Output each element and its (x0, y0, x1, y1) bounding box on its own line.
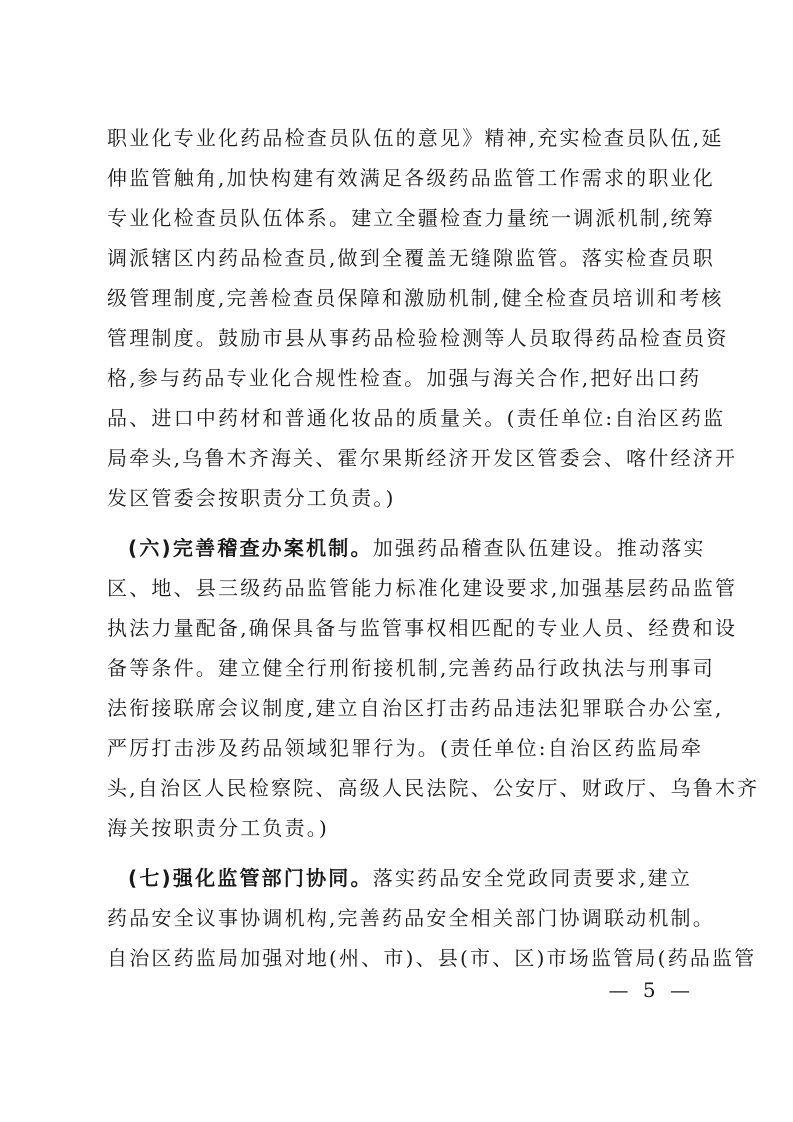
section-6-text: 加强药品稽查队伍建设。推动落实 (372, 536, 706, 560)
text-line: 执法力量配备,确保具备与监管事权相匹配的专业人员、经费和设 (107, 616, 738, 640)
text-line: 管理制度。鼓励市县从事药品检验检测等人员取得药品检查员资 (107, 326, 729, 350)
text-line: 药品安全议事协调机构,完善药品安全相关部门协调联动机制。 (107, 906, 715, 930)
section-7-text: 落实药品安全党政同责要求,建立 (372, 866, 693, 890)
text-line: 海关按职责分工负责。) (107, 816, 330, 840)
text-line: 自治区药监局加强对地(州、市)、县(市、区)市场监管局(药品监管 (107, 946, 757, 970)
section-6-heading: (六)完善稽查办案机制。 (128, 536, 373, 560)
text-line: 伸监管触角,加快构建有效满足各级药品监管工作需求的职业化 (107, 166, 715, 190)
page-number: — 5 — (608, 978, 694, 1002)
text-line: 调派辖区内药品检查员,做到全覆盖无缝隙监管。落实检查员职 (107, 246, 715, 270)
section-7-first-line (128, 858, 693, 898)
text-line: 头,自治区人民检察院、高级人民法院、公安厅、财政厅、乌鲁木齐 (107, 776, 760, 800)
text-line: 格,参与药品专业化合规性检查。加强与海关合作,把好出口药 (107, 366, 702, 390)
text-line: 品、进口中药材和普通化妆品的质量关。(责任单位:自治区药监 (107, 406, 726, 430)
text-line: 严厉打击涉及药品领域犯罪行为。(责任单位:自治区药监局牵 (107, 736, 704, 760)
section-6-first-line (128, 528, 706, 568)
text-line: 专业化检查员队伍体系。建立全疆检查力量统一调派机制,统筹 (107, 206, 715, 230)
text-line: 备等条件。建立健全行刑衔接机制,完善药品行政执法与刑事司 (107, 656, 715, 680)
text-line: 法衔接联席会议制度,建立自治区打击药品违法犯罪联合办公室, (107, 696, 724, 720)
text-line: 发区管委会按职责分工负责。) (107, 486, 396, 510)
text-line: 区、地、县三级药品监管能力标准化建设要求,加强基层药品监管 (107, 576, 738, 600)
text-line: 局牵头,乌鲁木齐海关、霍尔果斯经济开发区管委会、喀什经济开 (107, 446, 738, 470)
section-7-heading: (七)强化监管部门协同。 (128, 866, 373, 890)
text-line: 级管理制度,完善检查员保障和激励机制,健全检查员培训和考核 (107, 286, 724, 310)
text-line: 职业化专业化药品检查员队伍的意见》精神,充实检查员队伍,延 (107, 126, 724, 150)
